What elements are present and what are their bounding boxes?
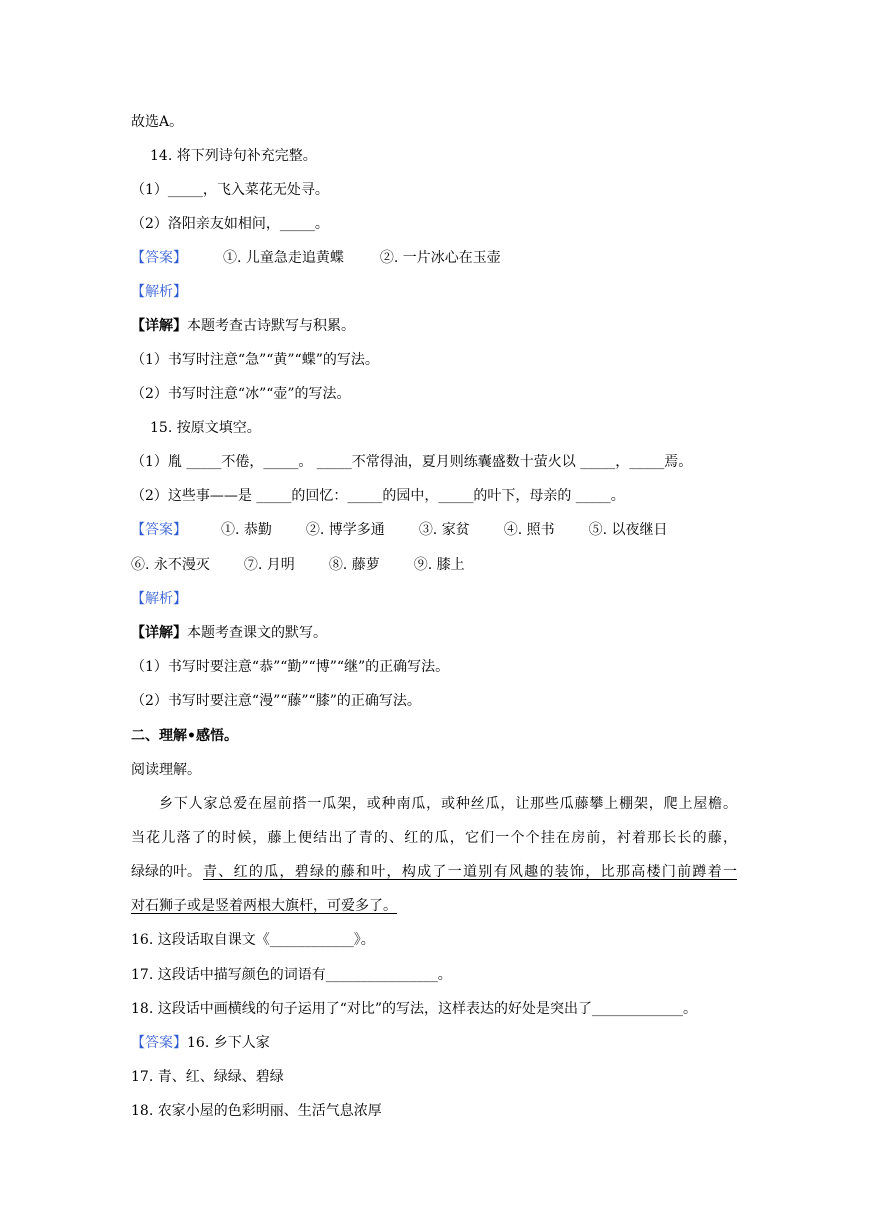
answer-item: ⑨. 膝上 xyxy=(413,557,465,573)
passage-line: 当花儿落了的时候，藤上便结出了青的、红的瓜，它们一个个挂在房前，衬着那长长的藤， xyxy=(131,830,737,846)
answer-18: 18. 农家小屋的色彩明丽、生活气息浓厚 xyxy=(131,1103,382,1119)
question-14: 14. 将下列诗句补充完整。 xyxy=(150,148,317,164)
detail-row-15 xyxy=(131,624,327,642)
answer-tag: 【答案】 xyxy=(131,522,187,538)
answer-item: ⑥. 永不漫灭 xyxy=(131,557,210,573)
underlined-sentence: 青、红的瓜，碧绿的藤和叶，构成了一道别有风趣的装饰，比那高楼门前蹲着一 xyxy=(203,864,737,880)
detail-text: 本题考查课文的默写。 xyxy=(187,625,327,641)
question-15: 15. 按原文填空。 xyxy=(150,420,261,436)
answer-row-14 xyxy=(131,249,501,267)
detail-row-14 xyxy=(131,317,355,335)
analysis-tag: 【解析】 xyxy=(131,284,187,300)
question-16: 16. 这段话取自课文《____________》。 xyxy=(131,932,375,948)
text-line: （2）书写时注意“冰”“壶”的写法。 xyxy=(131,386,351,402)
text-line: （1）_____，飞入菜花无处寻。 xyxy=(131,182,329,198)
answer-item: ①. 恭勤 xyxy=(221,522,272,538)
answer-row-16 xyxy=(131,1034,270,1052)
answer-item: 16. 乡下人家 xyxy=(187,1035,270,1051)
underlined-sentence: 对石狮子或是竖着两根大旗杆，可爱多了。 xyxy=(131,898,397,914)
text-line: （1）胤 _____不倦，_____。 _____不常得油，夏月则练囊盛数十萤火以 _____，_____焉。 xyxy=(131,454,693,470)
passage-line xyxy=(131,863,737,881)
text-line: （2）这些事——是 _____的回忆：_____的园中，_____的叶下，母亲的 _____。 xyxy=(131,488,625,504)
answer-tag: 【答案】 xyxy=(131,250,187,266)
analysis-tag: 【解析】 xyxy=(131,591,187,607)
text-line: 故选A。 xyxy=(131,114,184,130)
text-line: （2）书写时要注意“漫”“藤”“膝”的正确写法。 xyxy=(131,693,421,709)
text-line: 阅读理解。 xyxy=(131,762,201,778)
answer-item: ①. 儿童急走追黄蝶 xyxy=(223,250,344,266)
answer-tag: 【答案】 xyxy=(131,1035,187,1051)
answer-item: ③. 家贫 xyxy=(418,522,470,538)
text-line: （2）洛阳亲友如相问，_____。 xyxy=(131,216,329,232)
answer-item: ⑦. 月明 xyxy=(243,557,295,573)
section-heading: 二、理解•感悟。 xyxy=(131,728,238,744)
detail-text: 本题考查古诗默写与积累。 xyxy=(187,318,355,334)
detail-tag: 【详解】 xyxy=(131,318,187,334)
passage-text: 绿绿的叶。 xyxy=(131,864,201,880)
answer-row-15-cont xyxy=(131,556,465,574)
answer-item: ⑤. 以夜继日 xyxy=(588,522,668,538)
detail-tag: 【详解】 xyxy=(131,625,187,641)
answer-item: ④. 照书 xyxy=(503,522,555,538)
answer-item: ⑧. 藤萝 xyxy=(328,557,380,573)
answer-item: ②. 一片冰心在玉壶 xyxy=(379,250,501,266)
text-line: （1）书写时要注意“恭”“勤”“博”“继”的正确写法。 xyxy=(131,659,450,675)
question-18: 18. 这段话中画横线的句子运用了“对比”的写法，这样表达的好处是突出了_____________。 xyxy=(131,1001,698,1017)
answer-row-15 xyxy=(131,521,668,539)
text-line: （1）书写时注意“急”“黄”“蝶”的写法。 xyxy=(131,352,379,368)
answer-17: 17. 青、红、绿绿、碧绿 xyxy=(131,1069,284,1085)
answer-item: ②. 博学多通 xyxy=(305,522,385,538)
passage-line: 乡下人家总爱在屋前搭一瓜架，或种南瓜，或种丝瓜，让那些瓜藤攀上棚架，爬上屋檐。 xyxy=(159,796,737,812)
question-17: 17. 这段话中描写颜色的词语有________________。 xyxy=(131,967,452,983)
